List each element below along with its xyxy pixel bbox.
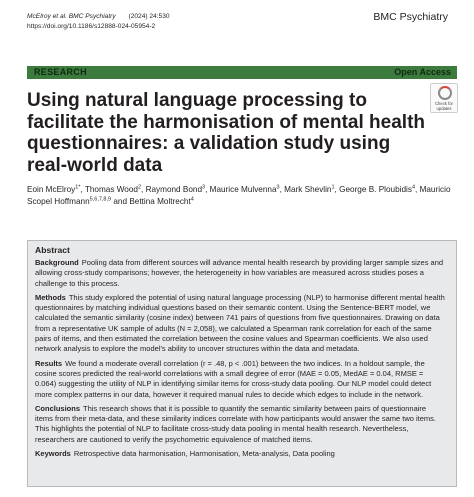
open-access-label: Open Access [394, 67, 451, 77]
author-affiliation-marker: 1 [331, 184, 335, 191]
citation-year-pages: (2024) 24:530 [128, 13, 170, 20]
abstract-methods [35, 293, 445, 355]
abstract-background [35, 258, 445, 289]
section-label: RESEARCH [34, 67, 87, 77]
author-name[interactable]: Raymond Bond [145, 185, 202, 194]
journal-name: BMC Psychiatry [373, 11, 448, 23]
author-list: Eoin McElroy$^{1*}$, Thomas Wood$^2$, Raymond Bond$^3$, Maurice Mulvenna$^3$, Mark Shevlin$^1$, George B. Ploubidis$^4$, Mauricio Scopel Hoffmann$^{5,6,7,8,9}$ and Bettina Moltrecht$^4$ [27, 184, 451, 206]
abstract-conclusions [35, 404, 445, 445]
section-label-results: Results [35, 358, 63, 368]
author-affiliation-marker: 3 [202, 184, 206, 191]
author-name[interactable]: George B. Ploubidis [339, 185, 412, 194]
abstract-box [27, 240, 457, 487]
author-name[interactable]: Mauricio Scopel Hoffmann [27, 185, 451, 206]
section-label-background: Background [35, 258, 79, 267]
section-label-conclusions: Conclusions [35, 403, 81, 413]
abstract-sections [35, 258, 445, 463]
author-name[interactable]: Maurice Mulvenna [209, 185, 277, 194]
article-title: Using natural language processing to facilitate the harmonisation of mental health questionnaires: a validation study using real-world data [27, 90, 426, 176]
author-affiliation-marker: 4 [411, 184, 415, 191]
section-text-keywords: Retrospective data harmonisation, Harmonisation, Meta-analysis, Data pooling [73, 449, 335, 459]
author-affiliation-marker: 5,6,7,8,9 [89, 196, 112, 203]
author-affiliation-marker: 1* [75, 184, 81, 191]
section-text-conclusions: This research shows that it is possible to quantify the semantic similarity between pairs of questionnaire items from their meta-data, and these similarity indices correlate with how participants would answer the same two items. This highlights the potential of NLP to facilitate cross-study data pooling in mental health research. Nevertheless, researchers are cautioned to verify the psychometric equivalence of matched items. [35, 403, 436, 444]
citation-block [27, 12, 170, 31]
section-label-keywords: Keywords [35, 449, 71, 459]
update-badge-text: Check for updates [435, 101, 453, 111]
author-affiliation-marker: 4 [190, 196, 194, 203]
author-name[interactable]: Thomas Wood [84, 185, 138, 194]
author-affiliation-marker: 3 [276, 184, 280, 191]
author-name[interactable]: Mark Shevlin [284, 185, 332, 194]
check-for-updates-badge[interactable] [430, 83, 458, 113]
section-label-methods: Methods [35, 292, 66, 302]
author-name[interactable]: Bettina Moltrecht [129, 197, 191, 206]
section-banner [27, 66, 457, 79]
section-text-background: Pooling data from different sources will advance mental health research by providing larger sample sizes and allowing cross-study comparisons; however, the heterogeneity in how variables are measured across studies poses a challenge to this process. [35, 258, 444, 288]
doi-link[interactable]: https://doi.org/10.1186/s12888-024-05954-2 [27, 22, 156, 30]
abstract-keywords [35, 449, 445, 459]
author-affiliation-marker: 2 [137, 184, 141, 191]
update-icon [438, 86, 452, 100]
abstract-heading: Abstract [35, 245, 70, 255]
abstract-results [35, 359, 445, 400]
citation-authors: McElroy et al. BMC Psychiatry [27, 13, 116, 20]
section-text-methods: This study explored the potential of using natural language processing (NLP) to harmonise different mental health questionnaires by matching individual questions based on their semantic content. Using the Sentence-BERT model, we calculated the semantic similarity (cosine index) between 741 pairs of questions from five questionnaires. Drawing on data from a representative UK sample of adults (N = 2,058), we calculated a Spearman rank correlation for each of the same pairs of items, and then estimated the correlation between the cosine values and Spearman coefficients. We also used network analysis to explore the model's ability to uncover structures within the data and metadata. [35, 292, 445, 354]
author-name[interactable]: Eoin McElroy [27, 185, 76, 194]
section-text-results: We found a moderate overall correlation (r = .48, p < .001) between the two indices. In a holdout sample, the cosine scores predicted the real-world correlations with a small degree of error (MAE = 0.05, MedAE = 0.04, RMSE = 0.064) suggesting the utility of NLP in identifying similar items for cross-study data pooling. Our NLP model could detect more complex patterns in our data, however it required manual rules to decide which edges to include in the network. [35, 358, 432, 399]
